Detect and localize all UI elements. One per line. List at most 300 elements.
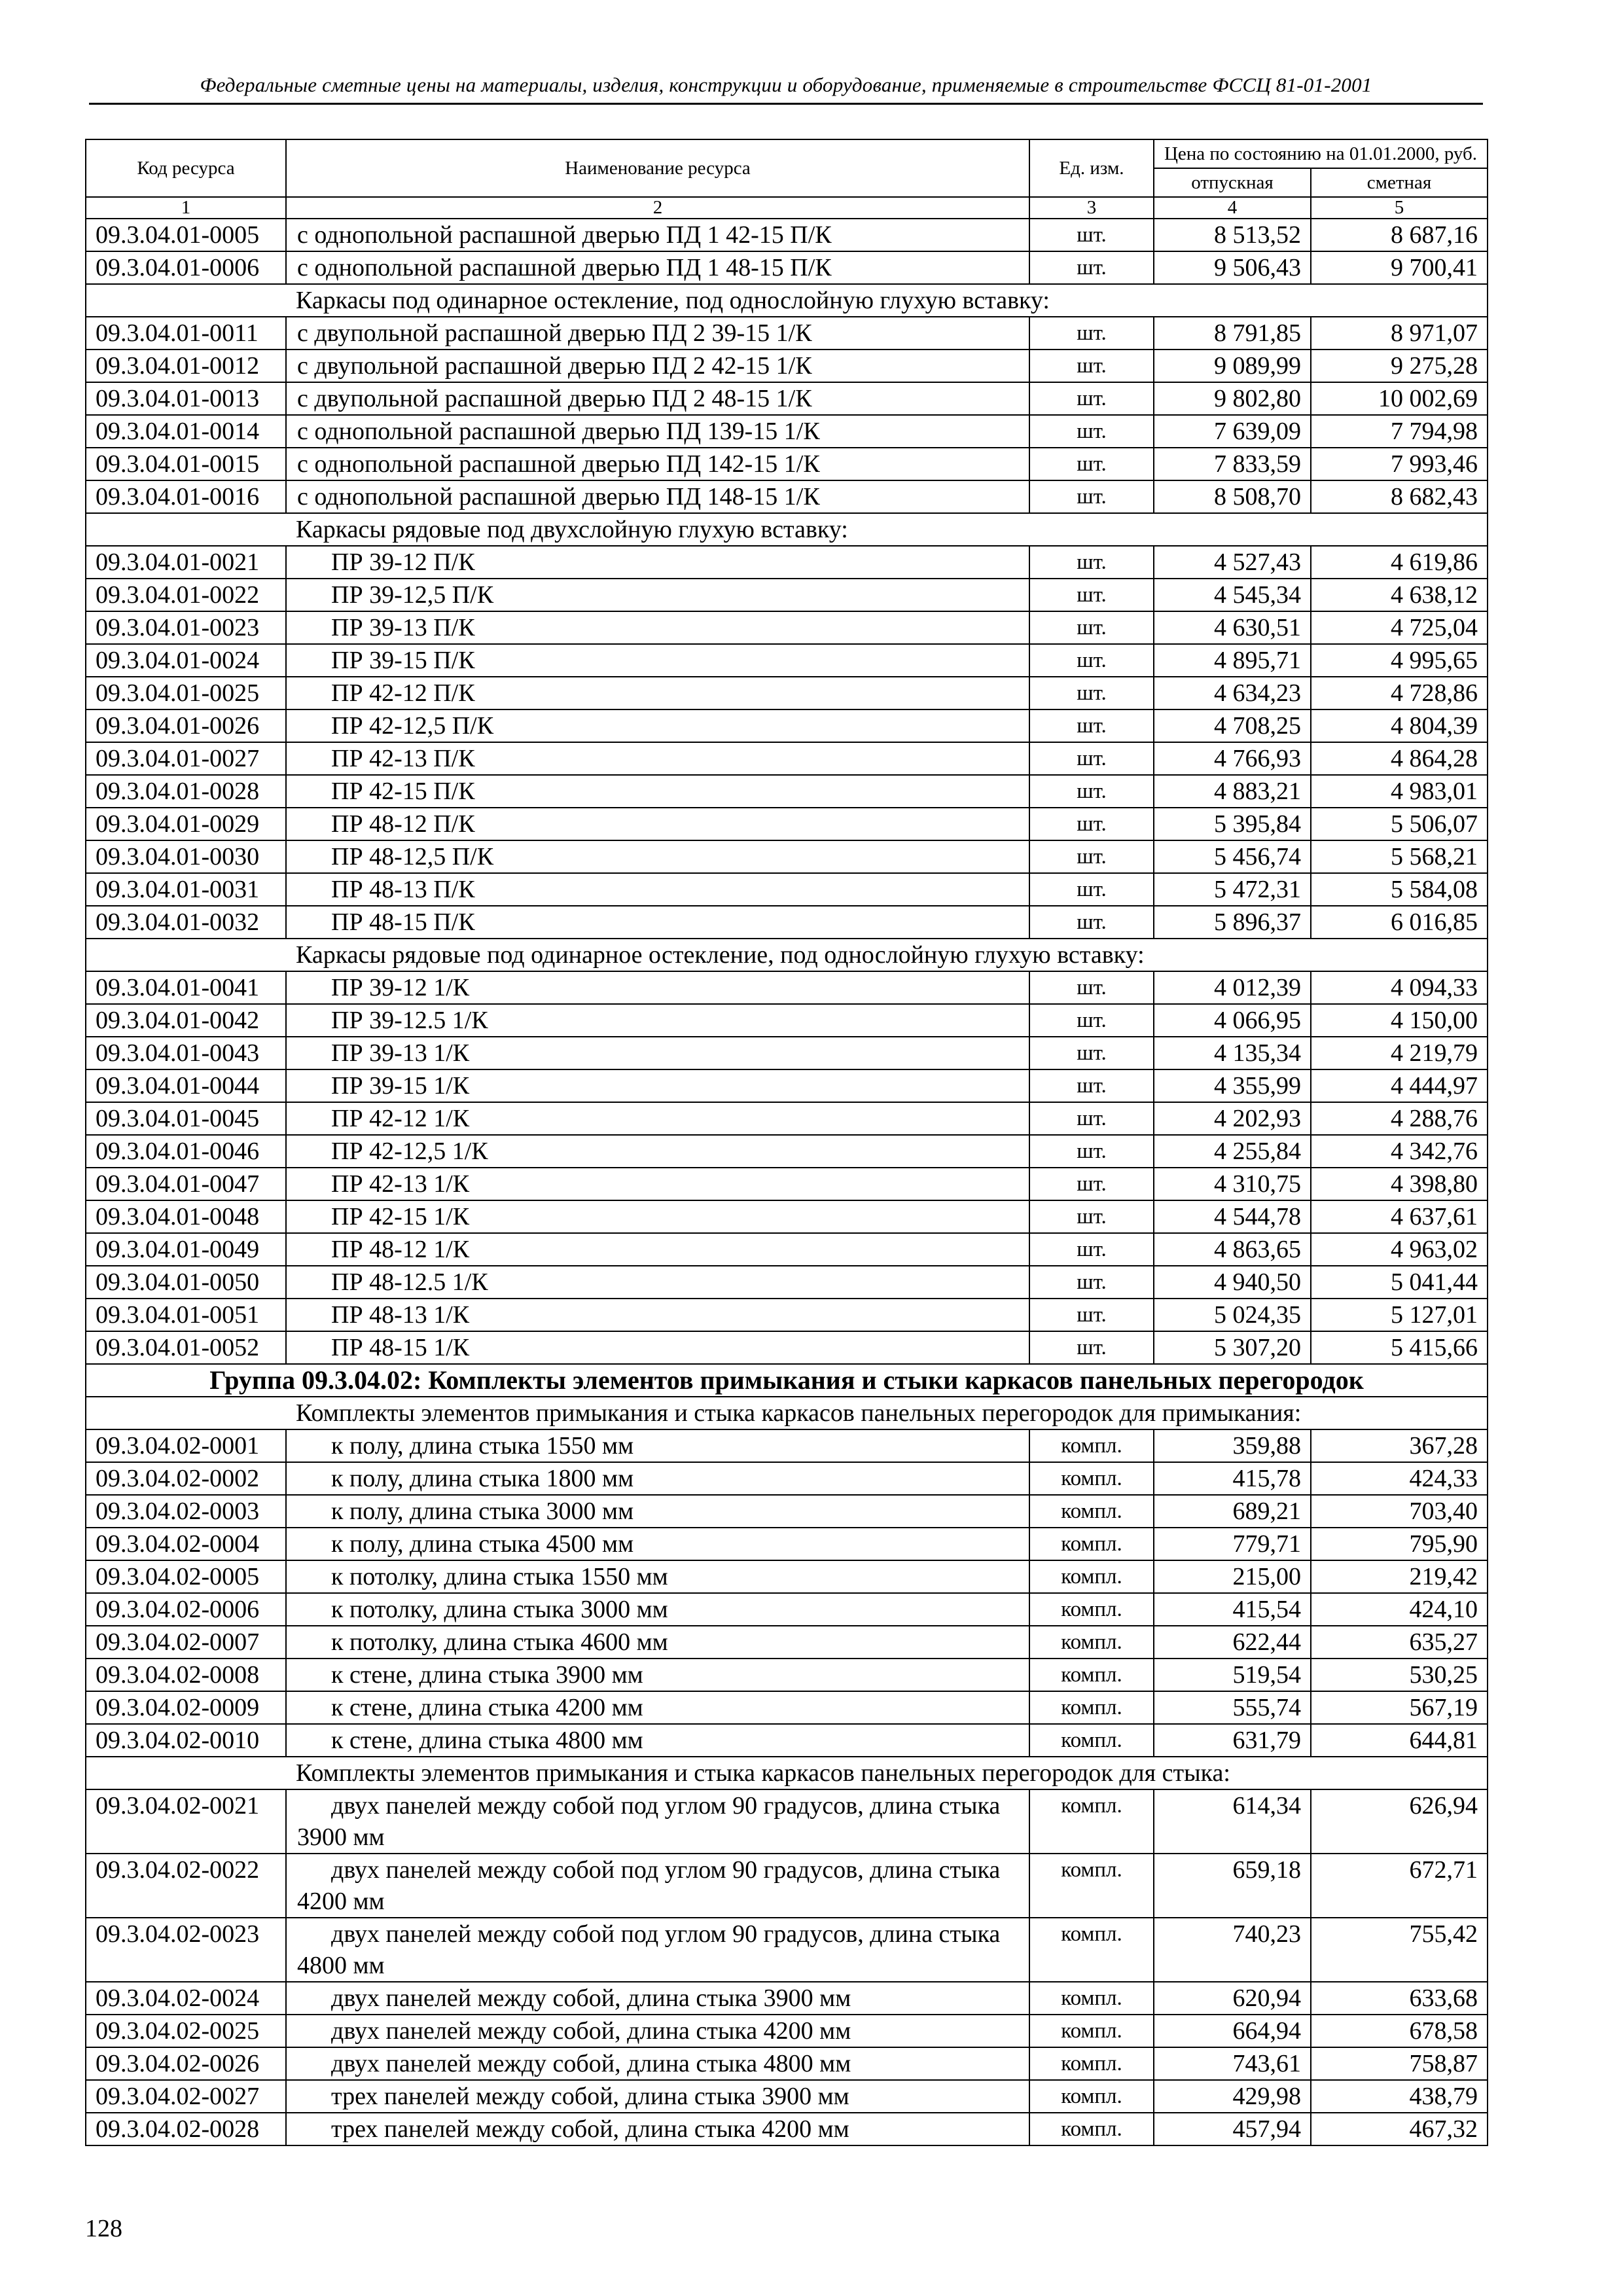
group-title: Группа 09.3.04.02: Комплекты элементов примыкания и стыки каркасов панельных перегородок: [86, 1364, 1488, 1397]
release-price: 415,54: [1154, 1593, 1311, 1626]
section-title: Каркасы под одинарное остекление, под однослойную глухую вставку:: [86, 284, 1488, 317]
resource-code: 09.3.04.01-0044: [86, 1069, 286, 1102]
release-price: 415,78: [1154, 1462, 1311, 1495]
resource-name: с двупольной распашной дверью ПД 2 39-15 1/К: [286, 317, 1029, 350]
resource-name: ПР 39-12 П/К: [286, 546, 1029, 579]
release-price: 4 883,21: [1154, 775, 1311, 808]
table-row: [86, 317, 1488, 350]
table-row: [86, 350, 1488, 382]
estimate-price: 10 002,69: [1311, 382, 1488, 415]
estimate-price: 4 983,01: [1311, 775, 1488, 808]
section-row: [86, 513, 1488, 546]
table-row: [86, 1069, 1488, 1102]
table-row: [86, 1789, 1488, 1854]
release-price: 9 089,99: [1154, 350, 1311, 382]
unit: компл.: [1029, 1495, 1154, 1528]
unit: компл.: [1029, 1982, 1154, 2015]
estimate-price: 4 864,28: [1311, 742, 1488, 775]
release-price: 5 896,37: [1154, 906, 1311, 939]
estimate-price: 4 619,86: [1311, 546, 1488, 579]
release-price: 4 940,50: [1154, 1266, 1311, 1299]
table-row: [86, 1004, 1488, 1037]
unit: компл.: [1029, 1626, 1154, 1659]
unit: шт.: [1029, 906, 1154, 939]
resource-name: с однопольной распашной дверью ПД 1 48-15 П/К: [286, 251, 1029, 284]
unit: компл.: [1029, 1462, 1154, 1495]
estimate-price: 4 398,80: [1311, 1168, 1488, 1200]
resource-name: ПР 48-15 1/К: [286, 1331, 1029, 1364]
release-price: 5 307,20: [1154, 1331, 1311, 1364]
unit: шт.: [1029, 415, 1154, 448]
unit: компл.: [1029, 1429, 1154, 1462]
unit: компл.: [1029, 2080, 1154, 2113]
resource-name: ПР 48-12,5 П/К: [286, 840, 1029, 873]
estimate-price: 626,94: [1311, 1789, 1488, 1854]
table-row: [86, 677, 1488, 709]
estimate-price: 4 995,65: [1311, 644, 1488, 677]
release-price: 5 395,84: [1154, 808, 1311, 840]
resource-name: ПР 48-13 1/К: [286, 1299, 1029, 1331]
release-price: 4 355,99: [1154, 1069, 1311, 1102]
unit: компл.: [1029, 1789, 1154, 1854]
unit: компл.: [1029, 1560, 1154, 1593]
resource-name: ПР 39-12 1/К: [286, 971, 1029, 1004]
release-price: 622,44: [1154, 1626, 1311, 1659]
release-price: 9 506,43: [1154, 251, 1311, 284]
unit: шт.: [1029, 1331, 1154, 1364]
unit: шт.: [1029, 1266, 1154, 1299]
resource-code: 09.3.04.01-0045: [86, 1102, 286, 1135]
column-number: 1: [86, 197, 286, 219]
resource-name: к стене, длина стыка 4200 мм: [286, 1691, 1029, 1724]
resource-code: 09.3.04.01-0025: [86, 677, 286, 709]
table-row: [86, 2113, 1488, 2145]
release-price: 620,94: [1154, 1982, 1311, 2015]
estimate-price: 678,58: [1311, 2015, 1488, 2047]
release-price: 4 310,75: [1154, 1168, 1311, 1200]
resource-name: ПР 42-12 П/К: [286, 677, 1029, 709]
estimate-price: 530,25: [1311, 1659, 1488, 1691]
estimate-price: 467,32: [1311, 2113, 1488, 2145]
resource-code: 09.3.04.01-0049: [86, 1233, 286, 1266]
resource-code: 09.3.04.02-0002: [86, 1462, 286, 1495]
table-row: [86, 1037, 1488, 1069]
resource-code: 09.3.04.02-0001: [86, 1429, 286, 1462]
release-price: 5 456,74: [1154, 840, 1311, 873]
column-number: 5: [1311, 197, 1488, 219]
unit: компл.: [1029, 2015, 1154, 2047]
table-row: [86, 1233, 1488, 1266]
header-release: отпускная: [1154, 168, 1311, 197]
table-row: [86, 546, 1488, 579]
estimate-price: 8 687,16: [1311, 219, 1488, 251]
unit: шт.: [1029, 1135, 1154, 1168]
resource-name: ПР 39-15 1/К: [286, 1069, 1029, 1102]
table-row: [86, 775, 1488, 808]
resource-name: двух панелей между собой, длина стыка 4800 мм: [286, 2047, 1029, 2080]
release-price: 743,61: [1154, 2047, 1311, 2080]
resource-name: ПР 42-15 П/К: [286, 775, 1029, 808]
release-price: 740,23: [1154, 1918, 1311, 1982]
release-price: 4 708,25: [1154, 709, 1311, 742]
resource-name: с однопольной распашной дверью ПД 142-15 1/К: [286, 448, 1029, 480]
resource-name: ПР 48-13 П/К: [286, 873, 1029, 906]
unit: шт.: [1029, 775, 1154, 808]
unit: шт.: [1029, 840, 1154, 873]
unit: шт.: [1029, 808, 1154, 840]
estimate-price: 4 150,00: [1311, 1004, 1488, 1037]
unit: шт.: [1029, 350, 1154, 382]
estimate-price: 567,19: [1311, 1691, 1488, 1724]
page-header: Федеральные сметные цены на материалы, изделия, конструкции и оборудование, применяемые в строительстве ФССЦ 81-01-2001: [200, 73, 1372, 96]
resource-name: с двупольной распашной дверью ПД 2 48-15 1/К: [286, 382, 1029, 415]
unit: шт.: [1029, 480, 1154, 513]
table-row: [86, 1462, 1488, 1495]
unit: компл.: [1029, 1691, 1154, 1724]
resource-code: 09.3.04.02-0026: [86, 2047, 286, 2080]
table-row: [86, 382, 1488, 415]
resource-code: 09.3.04.01-0012: [86, 350, 286, 382]
table-row: [86, 1593, 1488, 1626]
release-price: 5 472,31: [1154, 873, 1311, 906]
resource-code: 09.3.04.01-0032: [86, 906, 286, 939]
resource-name: двух панелей между собой, длина стыка 3900 мм: [286, 1982, 1029, 2015]
release-price: 519,54: [1154, 1659, 1311, 1691]
release-price: 659,18: [1154, 1854, 1311, 1918]
release-price: 8 513,52: [1154, 219, 1311, 251]
resource-code: 09.3.04.01-0050: [86, 1266, 286, 1299]
resource-name: двух панелей между собой под углом 90 градусов, длина стыка 4200 мм: [286, 1854, 1029, 1918]
unit: шт.: [1029, 873, 1154, 906]
resource-code: 09.3.04.01-0047: [86, 1168, 286, 1200]
release-price: 4 202,93: [1154, 1102, 1311, 1135]
table-row: [86, 579, 1488, 611]
unit: шт.: [1029, 1102, 1154, 1135]
resource-code: 09.3.04.01-0042: [86, 1004, 286, 1037]
release-price: 614,34: [1154, 1789, 1311, 1854]
estimate-price: 9 275,28: [1311, 350, 1488, 382]
table-row: [86, 709, 1488, 742]
table-row: [86, 1982, 1488, 2015]
estimate-price: 424,33: [1311, 1462, 1488, 1495]
release-price: 4 527,43: [1154, 546, 1311, 579]
unit: шт.: [1029, 611, 1154, 644]
resource-code: 09.3.04.01-0015: [86, 448, 286, 480]
resource-name: с двупольной распашной дверью ПД 2 42-15 1/К: [286, 350, 1029, 382]
table-row: [86, 1626, 1488, 1659]
table-row: [86, 219, 1488, 251]
unit: шт.: [1029, 1200, 1154, 1233]
unit: компл.: [1029, 1593, 1154, 1626]
resource-name: ПР 48-12 П/К: [286, 808, 1029, 840]
table-header-row: [86, 139, 1488, 168]
resource-name: ПР 39-13 1/К: [286, 1037, 1029, 1069]
resource-name: двух панелей между собой, длина стыка 4200 мм: [286, 2015, 1029, 2047]
column-numbers-row: [86, 197, 1488, 219]
estimate-price: 6 016,85: [1311, 906, 1488, 939]
page-number: 128: [85, 2215, 122, 2242]
estimate-price: 4 725,04: [1311, 611, 1488, 644]
resource-code: 09.3.04.02-0027: [86, 2080, 286, 2113]
resource-code: 09.3.04.02-0024: [86, 1982, 286, 2015]
resource-code: 09.3.04.01-0048: [86, 1200, 286, 1233]
estimate-price: 5 506,07: [1311, 808, 1488, 840]
unit: шт.: [1029, 448, 1154, 480]
table-row: [86, 1854, 1488, 1918]
resource-code: 09.3.04.01-0029: [86, 808, 286, 840]
header-code: Код ресурса: [86, 139, 286, 197]
estimate-price: 4 288,76: [1311, 1102, 1488, 1135]
release-price: 7 833,59: [1154, 448, 1311, 480]
resource-name: ПР 48-15 П/К: [286, 906, 1029, 939]
section-row: [86, 284, 1488, 317]
resource-name: с однопольной распашной дверью ПД 139-15 1/К: [286, 415, 1029, 448]
resource-name: ПР 39-12.5 1/К: [286, 1004, 1029, 1037]
estimate-price: 8 682,43: [1311, 480, 1488, 513]
resource-name: ПР 42-13 П/К: [286, 742, 1029, 775]
unit: шт.: [1029, 546, 1154, 579]
release-price: 4 012,39: [1154, 971, 1311, 1004]
estimate-price: 7 993,46: [1311, 448, 1488, 480]
release-price: 9 802,80: [1154, 382, 1311, 415]
table-row: [86, 448, 1488, 480]
resource-name: двух панелей между собой под углом 90 градусов, длина стыка 3900 мм: [286, 1789, 1029, 1854]
resource-code: 09.3.04.01-0052: [86, 1331, 286, 1364]
resource-code: 09.3.04.01-0013: [86, 382, 286, 415]
resource-code: 09.3.04.01-0022: [86, 579, 286, 611]
unit: шт.: [1029, 382, 1154, 415]
unit: шт.: [1029, 1037, 1154, 1069]
resource-name: ПР 42-15 1/К: [286, 1200, 1029, 1233]
table-row: [86, 1331, 1488, 1364]
unit: компл.: [1029, 1528, 1154, 1560]
release-price: 4 066,95: [1154, 1004, 1311, 1037]
section-title: Каркасы рядовые под одинарное остекление, под однослойную глухую вставку:: [86, 939, 1488, 971]
section-row: [86, 1757, 1488, 1789]
unit: шт.: [1029, 317, 1154, 350]
table-row: [86, 1299, 1488, 1331]
price-table: [85, 139, 1488, 2146]
header-unit: Ед. изм.: [1029, 139, 1154, 197]
release-price: 4 863,65: [1154, 1233, 1311, 1266]
resource-name: трех панелей между собой, длина стыка 3900 мм: [286, 2080, 1029, 2113]
resource-code: 09.3.04.01-0027: [86, 742, 286, 775]
table-row: [86, 873, 1488, 906]
resource-name: ПР 39-13 П/К: [286, 611, 1029, 644]
estimate-price: 219,42: [1311, 1560, 1488, 1593]
table-row: [86, 1724, 1488, 1757]
estimate-price: 5 568,21: [1311, 840, 1488, 873]
section-title: Комплекты элементов примыкания и стыка каркасов панельных перегородок для примыкания:: [86, 1397, 1488, 1429]
release-price: 4 544,78: [1154, 1200, 1311, 1233]
resource-name: к потолку, длина стыка 4600 мм: [286, 1626, 1029, 1659]
table-row: [86, 1200, 1488, 1233]
section-row: [86, 1397, 1488, 1429]
resource-code: 09.3.04.01-0005: [86, 219, 286, 251]
resource-code: 09.3.04.01-0021: [86, 546, 286, 579]
header-rule: [89, 103, 1483, 105]
section-row: [86, 939, 1488, 971]
resource-code: 09.3.04.02-0008: [86, 1659, 286, 1691]
unit: компл.: [1029, 1918, 1154, 1982]
table-row: [86, 2080, 1488, 2113]
unit: шт.: [1029, 742, 1154, 775]
estimate-price: 5 041,44: [1311, 1266, 1488, 1299]
estimate-price: 4 637,61: [1311, 1200, 1488, 1233]
column-number: 4: [1154, 197, 1311, 219]
table-row: [86, 808, 1488, 840]
resource-code: 09.3.04.01-0031: [86, 873, 286, 906]
estimate-price: 367,28: [1311, 1429, 1488, 1462]
resource-code: 09.3.04.02-0022: [86, 1854, 286, 1918]
table-row: [86, 1495, 1488, 1528]
resource-code: 09.3.04.02-0021: [86, 1789, 286, 1854]
table-row: [86, 2015, 1488, 2047]
table-row: [86, 611, 1488, 644]
header-name: Наименование ресурса: [286, 139, 1029, 197]
resource-code: 09.3.04.01-0024: [86, 644, 286, 677]
table-row: [86, 480, 1488, 513]
section-title: Каркасы рядовые под двухслойную глухую вставку:: [86, 513, 1488, 546]
resource-code: 09.3.04.02-0006: [86, 1593, 286, 1626]
unit: компл.: [1029, 1854, 1154, 1918]
release-price: 5 024,35: [1154, 1299, 1311, 1331]
resource-name: к стене, длина стыка 3900 мм: [286, 1659, 1029, 1691]
resource-name: ПР 48-12.5 1/К: [286, 1266, 1029, 1299]
resource-code: 09.3.04.02-0025: [86, 2015, 286, 2047]
estimate-price: 9 700,41: [1311, 251, 1488, 284]
estimate-price: 4 963,02: [1311, 1233, 1488, 1266]
resource-name: к потолку, длина стыка 3000 мм: [286, 1593, 1029, 1626]
resource-name: ПР 42-12,5 П/К: [286, 709, 1029, 742]
resource-code: 09.3.04.01-0026: [86, 709, 286, 742]
unit: шт.: [1029, 219, 1154, 251]
resource-name: к полу, длина стыка 1550 мм: [286, 1429, 1029, 1462]
resource-name: ПР 42-12 1/К: [286, 1102, 1029, 1135]
resource-name: ПР 39-12,5 П/К: [286, 579, 1029, 611]
resource-name: ПР 42-13 1/К: [286, 1168, 1029, 1200]
table-row: [86, 415, 1488, 448]
resource-code: 09.3.04.01-0051: [86, 1299, 286, 1331]
table-row: [86, 1918, 1488, 1982]
release-price: 7 639,09: [1154, 415, 1311, 448]
table-row: [86, 971, 1488, 1004]
unit: шт.: [1029, 644, 1154, 677]
section-title: Комплекты элементов примыкания и стыка каркасов панельных перегородок для стыка:: [86, 1757, 1488, 1789]
estimate-price: 795,90: [1311, 1528, 1488, 1560]
table-row: [86, 1102, 1488, 1135]
estimate-price: 4 094,33: [1311, 971, 1488, 1004]
resource-name: ПР 42-12,5 1/К: [286, 1135, 1029, 1168]
estimate-price: 5 415,66: [1311, 1331, 1488, 1364]
resource-code: 09.3.04.01-0011: [86, 317, 286, 350]
table-row: [86, 1266, 1488, 1299]
unit: шт.: [1029, 579, 1154, 611]
release-price: 689,21: [1154, 1495, 1311, 1528]
resource-name: ПР 39-15 П/К: [286, 644, 1029, 677]
resource-name: к потолку, длина стыка 1550 мм: [286, 1560, 1029, 1593]
release-price: 4 255,84: [1154, 1135, 1311, 1168]
release-price: 8 508,70: [1154, 480, 1311, 513]
unit: шт.: [1029, 1069, 1154, 1102]
estimate-price: 635,27: [1311, 1626, 1488, 1659]
resource-code: 09.3.04.02-0010: [86, 1724, 286, 1757]
estimate-price: 438,79: [1311, 2080, 1488, 2113]
column-number: 2: [286, 197, 1029, 219]
group-row: [86, 1364, 1488, 1397]
table-row: [86, 1560, 1488, 1593]
table-row: [86, 644, 1488, 677]
estimate-price: 672,71: [1311, 1854, 1488, 1918]
resource-code: 09.3.04.02-0023: [86, 1918, 286, 1982]
resource-code: 09.3.04.01-0028: [86, 775, 286, 808]
estimate-price: 4 444,97: [1311, 1069, 1488, 1102]
estimate-price: 633,68: [1311, 1982, 1488, 2015]
estimate-price: 755,42: [1311, 1918, 1488, 1982]
resource-code: 09.3.04.01-0046: [86, 1135, 286, 1168]
resource-code: 09.3.04.01-0014: [86, 415, 286, 448]
resource-name: ПР 48-12 1/К: [286, 1233, 1029, 1266]
resource-code: 09.3.04.01-0006: [86, 251, 286, 284]
resource-name: двух панелей между собой под углом 90 градусов, длина стыка 4800 мм: [286, 1918, 1029, 1982]
table-row: [86, 1168, 1488, 1200]
table-row: [86, 1528, 1488, 1560]
resource-code: 09.3.04.02-0004: [86, 1528, 286, 1560]
estimate-price: 4 638,12: [1311, 579, 1488, 611]
resource-code: 09.3.04.02-0003: [86, 1495, 286, 1528]
resource-name: к полу, длина стыка 3000 мм: [286, 1495, 1029, 1528]
resource-name: к стене, длина стыка 4800 мм: [286, 1724, 1029, 1757]
release-price: 779,71: [1154, 1528, 1311, 1560]
release-price: 631,79: [1154, 1724, 1311, 1757]
release-price: 664,94: [1154, 2015, 1311, 2047]
estimate-price: 8 971,07: [1311, 317, 1488, 350]
unit: шт.: [1029, 709, 1154, 742]
resource-name: с однопольной распашной дверью ПД 1 42-15 П/К: [286, 219, 1029, 251]
resource-code: 09.3.04.01-0016: [86, 480, 286, 513]
table-row: [86, 2047, 1488, 2080]
table-row: [86, 1659, 1488, 1691]
column-number: 3: [1029, 197, 1154, 219]
resource-code: 09.3.04.02-0007: [86, 1626, 286, 1659]
unit: шт.: [1029, 677, 1154, 709]
estimate-price: 4 219,79: [1311, 1037, 1488, 1069]
release-price: 4 630,51: [1154, 611, 1311, 644]
header-estimate: сметная: [1311, 168, 1488, 197]
unit: шт.: [1029, 1299, 1154, 1331]
unit: шт.: [1029, 251, 1154, 284]
table-row: [86, 1429, 1488, 1462]
estimate-price: 7 794,98: [1311, 415, 1488, 448]
resource-name: с однопольной распашной дверью ПД 148-15 1/К: [286, 480, 1029, 513]
header-price: Цена по состоянию на 01.01.2000, руб.: [1154, 139, 1488, 168]
release-price: 4 895,71: [1154, 644, 1311, 677]
resource-code: 09.3.04.01-0030: [86, 840, 286, 873]
table-row: [86, 1691, 1488, 1724]
estimate-price: 5 127,01: [1311, 1299, 1488, 1331]
release-price: 4 545,34: [1154, 579, 1311, 611]
release-price: 359,88: [1154, 1429, 1311, 1462]
unit: шт.: [1029, 971, 1154, 1004]
release-price: 457,94: [1154, 2113, 1311, 2145]
release-price: 4 634,23: [1154, 677, 1311, 709]
release-price: 8 791,85: [1154, 317, 1311, 350]
estimate-price: 703,40: [1311, 1495, 1488, 1528]
resource-code: 09.3.04.01-0043: [86, 1037, 286, 1069]
estimate-price: 758,87: [1311, 2047, 1488, 2080]
unit: шт.: [1029, 1233, 1154, 1266]
estimate-price: 4 804,39: [1311, 709, 1488, 742]
